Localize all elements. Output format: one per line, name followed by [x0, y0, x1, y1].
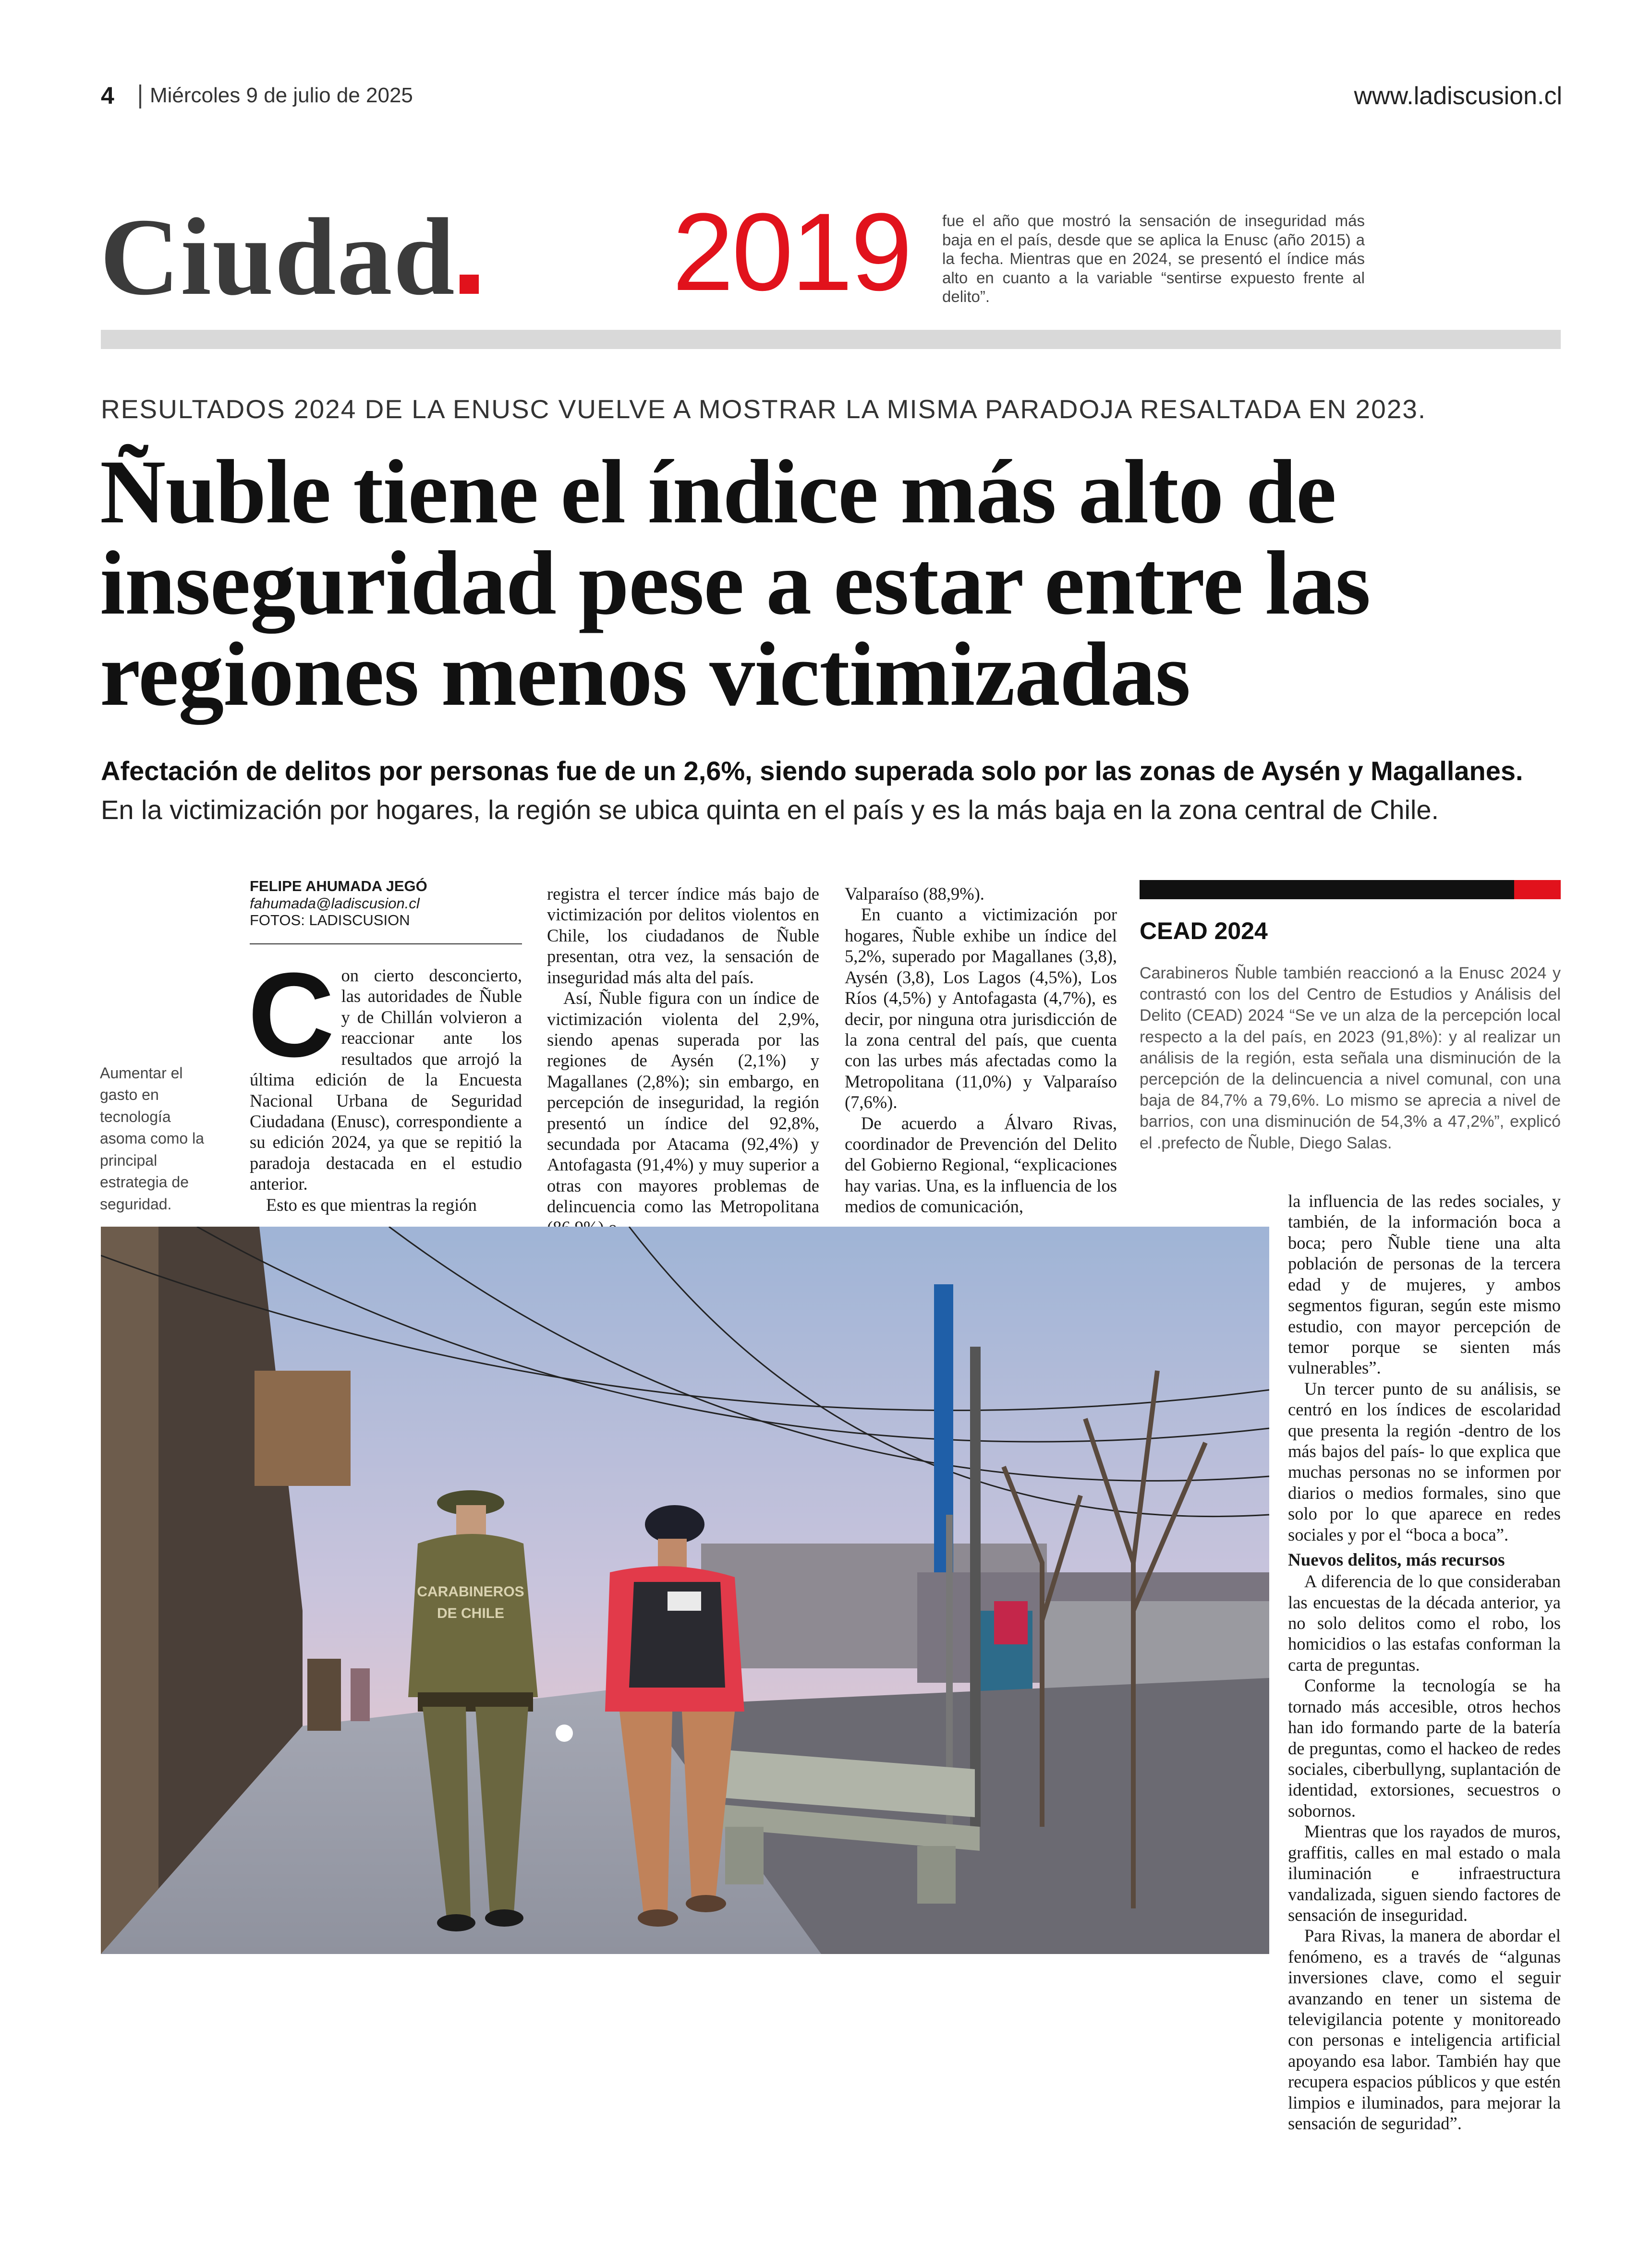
subhead-regular: En la victimización por hogares, la región se ubica quinta en el país y es la más baja en la zona central de Chile. [101, 795, 1439, 825]
drop-cap: C [248, 948, 335, 1082]
paragraph: Para Rivas, la manera de abordar el fenómeno, es a través de “algunas inversiones clave, como el seguir avanzando en tener un sistema de televigilancia potente y monitoreado con personas e inteligencia artificial apoyando esa labor. También hay que recupera espacios públicos y que estén limpios e iluminados, para mejorar la sensación de seguridad”. [1288, 1926, 1561, 2134]
paragraph: En cuanto a victimización por hogares, Ñuble exhibe un índice del 5,2%, superado por Magallanes (3,8), Aysén (3,8), Los Lagos (4,5%), Los Ríos (4,5%) y Antofagasta (4,7%), es decir, por ninguna otra jurisdicción de la zona central del país, que cuenta con las urbes más afectadas como la Metropolitana (11,0%) y Valparaíso (7,6%). [845, 905, 1117, 1112]
page-number: 4 [101, 82, 114, 109]
paragraph: Un tercer punto de su análisis, se centró en los índices de escolaridad que presenta la región -dentro de los más bajos del país- lo que explica que muchas personas no se informen por diarios o medios formales, sino que solo por lo que aparece en redes sociales y por el “boca a boca”. [1288, 1378, 1561, 1544]
photo-caption: Aumentar el gasto en tecnología asoma como la principal estrategia de seguridad. [100, 1064, 204, 1213]
photo-pedestrian [307, 1659, 341, 1731]
paragraph: on cierto desconcierto, las autoridades de Ñuble y de Chillán volvieron a reaccionar ante los resultados que arrojó la última edición de la Encuesta Nacional Urbana de Seguridad Ciudadana (Enusc), correspondiente a su edición 2024, ya que se repitió la paradoja destacada en el estudio anterior. [250, 965, 522, 1194]
photo-stall [994, 1601, 1028, 1644]
photo-awning [255, 1371, 351, 1486]
website-url[interactable]: www.ladiscusion.cl [1354, 82, 1562, 110]
highlight-note: fue el año que mostró la sensación de inseguridad más baja en el país, desde que se aplica la Enusc (año 2015) a la fecha. Mientras que en 2024, se presentó el índice más alto en cuanto a la variable “sentirse expuesto frente al delito”. [942, 212, 1365, 306]
paragraph: De acuerdo a Álvaro Rivas, coordinador de Prevención del Delito del Gobierno Regional, “explicaciones hay varias. Una, es la influencia de los medios de comunicación, [845, 1113, 1117, 1217]
photo-wall-panel [101, 1227, 158, 1954]
photo-pole [970, 1347, 981, 1827]
article-headline: Ñuble tiene el índice más alto de inseguridad pese a estar entre las regiones menos victimizadas [100, 442, 1371, 725]
article-column-3 [845, 883, 1117, 1217]
author-email[interactable]: fahumada@ladiscusion.cl [250, 894, 420, 912]
photo-flashlight [556, 1725, 573, 1742]
article-column-2 [547, 883, 819, 1238]
subheading: Nuevos delitos, más recursos [1288, 1550, 1505, 1570]
vest-text-line-1: CARABINEROS [417, 1584, 524, 1600]
article-kicker: RESULTADOS 2024 DE LA ENUSC VUELVE A MOSTRAR LA MISMA PARADOJA RESALTADA EN 2023. [101, 394, 1427, 424]
sidebar-bar-black [1140, 880, 1514, 899]
section-name: Ciudad [100, 195, 456, 318]
paragraph: registra el tercer índice más bajo de victimización por delitos violentos en Chile, los ciudadanos de Ñuble presentan, otra vez, la sensación de inseguridad más alta del país. [547, 884, 819, 987]
photo-bench-leg [725, 1827, 764, 1884]
photo-credit: FOTOS: LADISCUSION [250, 912, 410, 929]
article-column-1 [248, 948, 522, 1215]
article-column-4 [1288, 1191, 1561, 2134]
article-subhead [101, 751, 1561, 829]
section-divider [101, 330, 1561, 349]
sidebar-title: CEAD 2024 [1140, 917, 1268, 944]
author-name: FELIPE AHUMADA JEGÓ [250, 878, 427, 894]
paragraph: Esto es que mientras la región [266, 1194, 477, 1215]
subhead-bold: Afectación de delitos por personas fue de un 2,6%, siendo superada solo por las zonas de Aysén y Magallanes. [101, 756, 1523, 786]
paragraph: Valparaíso (88,9%). [845, 884, 984, 904]
section-red-dot [460, 275, 479, 294]
byline [250, 878, 427, 929]
paragraph: Así, Ñuble figura con un índice de victimización violenta del 2,9%, siendo apenas superada por las regiones de Aysén (2,1%) y Magallanes (2,8%); sin embargo, en percepción de inseguridad, la región presentó un índice del 92,8%, secundada por Atacama (92,4%) y Antofagasta (91,4%) y muy superior a otras con mayores problemas de delincuencia como las Metropolitana [547, 988, 819, 1217]
article-photo [101, 1227, 1269, 1954]
photo-pedestrian [351, 1668, 370, 1721]
header-separator [139, 84, 141, 109]
paragraph: A diferencia de lo que consideraban las encuestas de la década anterior, ya no solo delitos como el robo, los homicidios o las estafas conforman la carta de preguntas. [1288, 1571, 1561, 1675]
paragraph: Conforme la tecnología se ha tornado más accesible, otros hechos han ido formando parte de la batería de preguntas, como el hackeo de redes sociales, ciberbullyng, suplantación de identidad, extorsiones, secuestros o sobornos. [1288, 1676, 1561, 1821]
section-title [100, 195, 479, 318]
paragraph: Mientras que los rayados de muros, graffitis, calles en mal estado o mala iluminación e infraestructura vandalizada, siguen siendo factores de sensación de inseguridad. [1288, 1822, 1561, 1925]
sidebar-text: Carabineros Ñuble también reaccionó a la Enusc 2024 y contrastó con los del Centro de Estudios y Análisis del Delito (CEAD) 2024 “Se ve un alza de la percepción local respecto a la del país, en 2023 (91,8%): y al realizar un análisis de la región, esta señala una disminución de la percepción de la delincuencia a nivel comunal, con una baja de 84,7% a 79,6%. Lo mismo se aprecia a nivel de barrios, con una disminución de 54,3% a 47,2%”, explicó el .prefecto de Ñuble, Diego Salas. [1140, 964, 1561, 1152]
sidebar-bar-red [1514, 880, 1561, 899]
vest-text-line-2: DE CHILE [437, 1605, 505, 1621]
page-date: Miércoles 9 de julio de 2025 [150, 84, 413, 107]
highlight-number: 2019 [672, 190, 911, 314]
byline-rule [250, 943, 522, 944]
paragraph: la influencia de las redes sociales, y también, de la información boca a boca; pero Ñuble tiene una alta población de personas de la tercera edad y de mujeres, y ambos segmentos figuran, según este mismo estudio, con mayor percepción de temor porque se sienten más vulnerables”. [1288, 1191, 1561, 1378]
photo-bench-leg [917, 1846, 956, 1904]
